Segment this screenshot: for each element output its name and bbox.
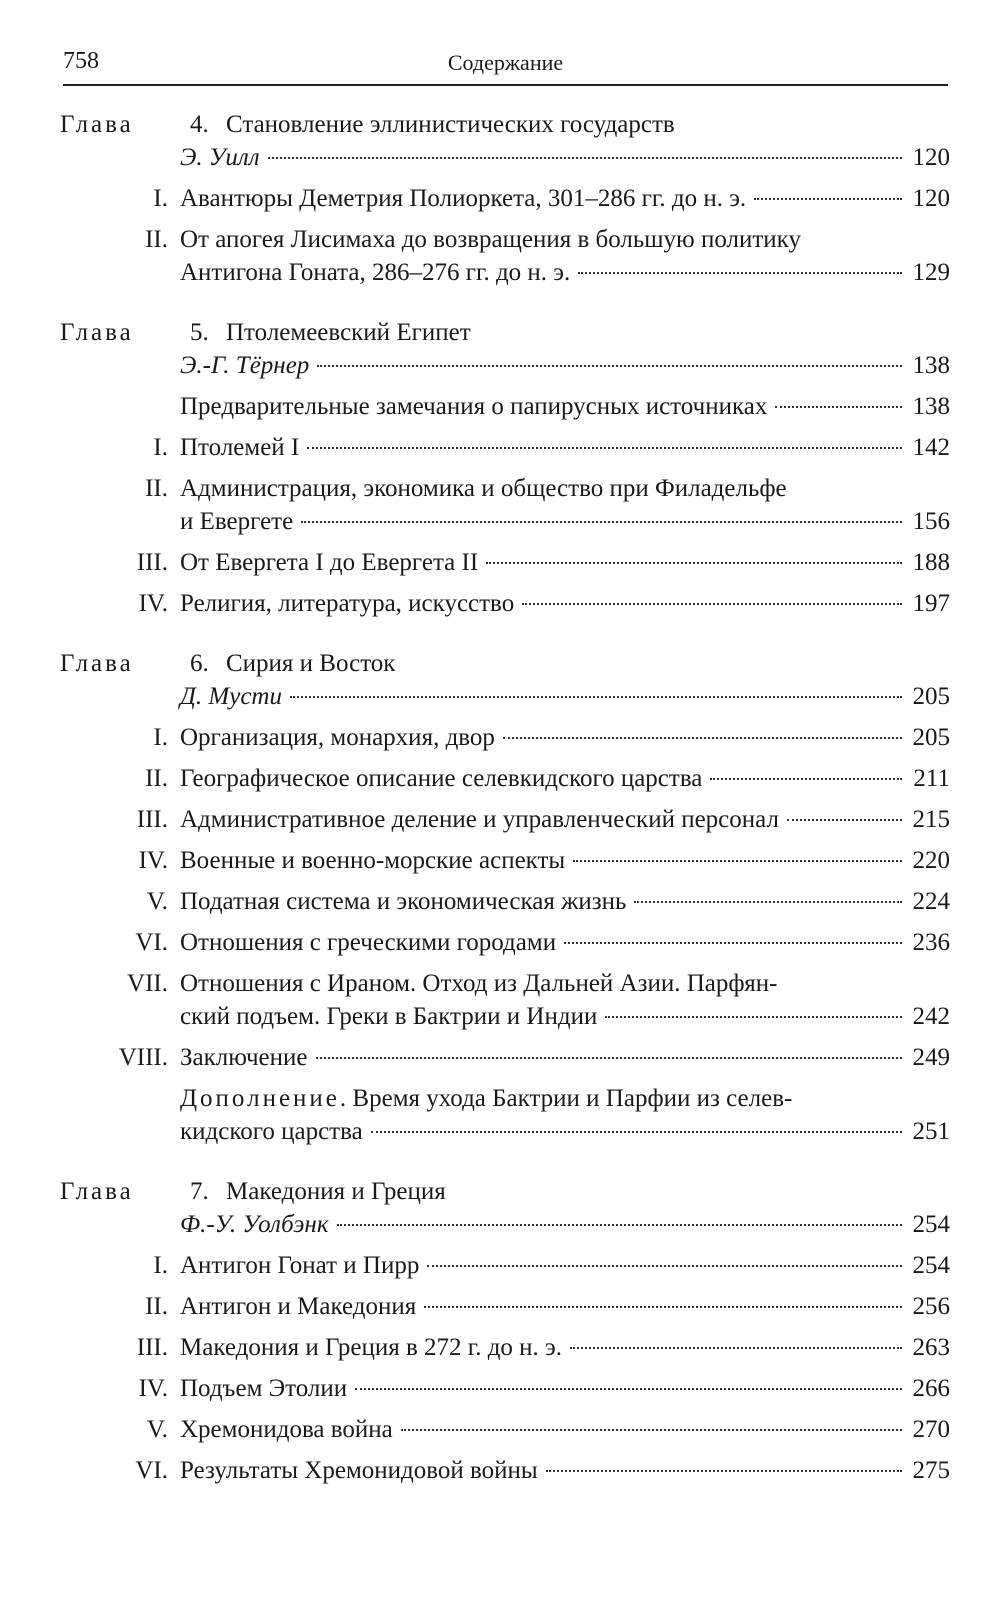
- entry-title: [180, 1290, 416, 1323]
- entry-title: [180, 762, 702, 795]
- chapter-author: Ф.-У. Уолбэнк: [180, 1211, 329, 1238]
- entry-line: [180, 844, 950, 877]
- entry-body: [180, 721, 950, 754]
- page-ref: 266: [912, 1375, 950, 1402]
- entry-line: [180, 1041, 950, 1074]
- entry-line: [180, 431, 950, 464]
- page-ref: 138: [912, 393, 950, 420]
- dot-leader: [317, 365, 902, 367]
- chapter-label: Глава: [60, 319, 134, 346]
- entry-line: [180, 926, 950, 959]
- entry-title: [180, 926, 556, 959]
- page-ref: 263: [912, 1334, 950, 1361]
- chapter-label: Глава: [60, 650, 134, 677]
- entry-title: [180, 182, 746, 215]
- entry-body: [180, 431, 950, 464]
- entry-line: [180, 1000, 950, 1033]
- page-ref: 129: [912, 259, 950, 286]
- toc-entry: [60, 1413, 950, 1446]
- entry-text: Военные и военно-морские аспекты: [180, 847, 566, 874]
- entry-numeral: I.: [153, 724, 168, 751]
- entry-text: Отношения с Ираном. Отход из Дальней Азии. Парфян-: [180, 970, 778, 997]
- entry-text: Заключение: [180, 1044, 308, 1071]
- entry-text: Религия, литература, искусство: [180, 590, 515, 617]
- dot-leader: [401, 1429, 902, 1431]
- entry-title: [180, 1331, 562, 1364]
- dot-leader: [316, 1057, 903, 1059]
- entry-title: [180, 1454, 538, 1487]
- entry-numeral: VIII.: [118, 1044, 168, 1071]
- entry-line: [180, 680, 950, 713]
- page-ref: 156: [912, 508, 950, 535]
- chapter-label: Глава: [60, 1178, 134, 1205]
- entry-text: От Евергета I до Евергета II: [180, 549, 479, 576]
- page-ref: 205: [912, 724, 950, 751]
- entry-body: [180, 223, 950, 289]
- entry-line: [180, 223, 950, 256]
- entry-numeral: VI.: [135, 929, 168, 956]
- chapter-author: Э. Уилл: [180, 144, 260, 171]
- entry-text: Авантюры Деметрия Полиоркета, 301–286 гг. до н. э.: [180, 185, 747, 212]
- page-ref: 249: [912, 1044, 950, 1071]
- entry-line: [180, 141, 950, 174]
- chapter-heading: [60, 108, 950, 141]
- page-ref: 138: [912, 352, 950, 379]
- entry-text: Хремонидова война: [180, 1416, 393, 1443]
- entry-body: [180, 844, 950, 877]
- toc-chapter: [60, 1175, 950, 1487]
- entry-body: [180, 967, 950, 1033]
- entry-body: [180, 1082, 950, 1148]
- toc-entry: [60, 182, 950, 215]
- page-ref: 275: [912, 1457, 950, 1484]
- entry-numeral: II.: [145, 765, 168, 792]
- entry-line: [180, 803, 950, 836]
- entry-title: [180, 1000, 597, 1033]
- entry-body: [180, 141, 950, 174]
- toc-chapter: [60, 647, 950, 1148]
- entry-title: [180, 505, 293, 538]
- entry-body: [180, 1413, 950, 1446]
- dot-leader: [787, 819, 902, 821]
- entry-text: Антигон Гонат и Пирр: [180, 1252, 420, 1279]
- entry-line: [180, 256, 950, 289]
- chapter-heading: [60, 316, 950, 349]
- entry-line: [180, 762, 950, 795]
- entry-numeral: IV.: [138, 590, 168, 617]
- toc-entry: [60, 587, 950, 620]
- entry-text: Отношения с греческими городами: [180, 929, 557, 956]
- entry-body: [180, 885, 950, 918]
- entry-text: Административное деление и управленческий персонал: [180, 806, 779, 833]
- chapter-heading: [60, 1175, 950, 1208]
- entry-line: [180, 390, 950, 423]
- entry-body: [180, 1208, 950, 1241]
- toc-entry: [60, 1082, 950, 1148]
- entry-title: [180, 472, 787, 505]
- entry-text: Подъем Этолии: [180, 1375, 348, 1402]
- entry-title: [180, 431, 299, 464]
- toc-entry: [60, 472, 950, 538]
- toc-entry: [60, 844, 950, 877]
- toc-entry: [60, 1249, 950, 1282]
- entry-body: [180, 680, 950, 713]
- entry-text: ский подъем. Греки в Бактрии и Индии: [180, 1003, 598, 1030]
- entry-text: От апогея Лисимаха до возвращения в большую политику: [180, 226, 801, 253]
- chapter-title: Птолемеевский Египет: [226, 319, 471, 346]
- chapter-author-row: [60, 141, 950, 174]
- entry-numeral: II.: [145, 1293, 168, 1320]
- page-ref: 270: [912, 1416, 950, 1443]
- entry-title: [180, 1041, 308, 1074]
- dot-leader: [337, 1224, 902, 1226]
- toc-entry: [60, 967, 950, 1033]
- entry-text: Результаты Хремонидовой войны: [180, 1457, 538, 1484]
- entry-line: [180, 967, 950, 1000]
- entry-body: [180, 1372, 950, 1405]
- entry-numeral: V.: [146, 1416, 168, 1443]
- page-header: [63, 44, 948, 86]
- entry-title: [180, 803, 779, 836]
- page-ref: 215: [912, 806, 950, 833]
- toc-chapter: [60, 108, 950, 289]
- entry-title: [180, 1082, 792, 1115]
- dot-leader: [307, 447, 902, 449]
- entry-prefix: Дополнение: [180, 1085, 340, 1112]
- page-ref: 188: [912, 549, 950, 576]
- entry-title: [180, 1115, 363, 1148]
- entry-body: [180, 1249, 950, 1282]
- entry-line: [180, 1249, 950, 1282]
- dot-leader: [578, 272, 902, 274]
- toc-entry: [60, 1290, 950, 1323]
- entry-numeral: V.: [146, 888, 168, 915]
- toc-entry: [60, 926, 950, 959]
- table-of-contents: [60, 108, 950, 1514]
- toc-entry: [60, 1454, 950, 1487]
- entry-title: [180, 967, 777, 1000]
- entry-body: [180, 1331, 950, 1364]
- entry-numeral: [60, 390, 180, 423]
- chapter-title: Сирия и Восток: [226, 650, 396, 677]
- chapter-author: Д. Мусти: [180, 683, 282, 710]
- dot-leader: [573, 860, 902, 862]
- toc-entry: [60, 762, 950, 795]
- entry-title: [180, 844, 565, 877]
- dot-leader: [710, 778, 902, 780]
- chapter-title: Македония и Греция: [226, 1178, 446, 1205]
- chapter-label: Глава: [60, 111, 134, 138]
- running-title: Содержание: [447, 50, 564, 75]
- page-number: 758: [63, 48, 99, 74]
- entry-text: Македония и Греция в 272 г. до н. э.: [180, 1334, 563, 1361]
- page-ref: 211: [913, 765, 950, 792]
- toc-entry: [60, 803, 950, 836]
- chapter-title: Становление эллинистических государств: [226, 111, 675, 138]
- dot-leader: [754, 198, 902, 200]
- entry-numeral: IV.: [138, 1375, 168, 1402]
- entry-title: [180, 1413, 393, 1446]
- chapter-number: 6.: [190, 650, 209, 677]
- page-ref: 242: [912, 1003, 950, 1030]
- dot-leader: [427, 1265, 902, 1267]
- entry-body: [180, 182, 950, 215]
- entry-body: [180, 472, 950, 538]
- toc-entry: [60, 1372, 950, 1405]
- page-ref: 120: [912, 144, 950, 171]
- entry-text: Антигон и Македония: [180, 1293, 417, 1320]
- entry-text: Податная система и экономическая жизнь: [180, 888, 627, 915]
- toc-entry: [60, 885, 950, 918]
- entry-numeral: VII.: [127, 970, 168, 997]
- page-ref: 220: [912, 847, 950, 874]
- dot-leader: [290, 696, 902, 698]
- entry-line: [180, 721, 950, 754]
- entry-title: [180, 223, 801, 256]
- chapter-author: Э.-Г. Тёрнер: [180, 352, 310, 379]
- dot-leader: [268, 157, 902, 159]
- entry-title: [180, 587, 514, 620]
- entry-text: и Евергете: [180, 508, 294, 535]
- entry-text: Антигона Гоната, 286–276 гг. до н. э.: [180, 259, 571, 286]
- entry-line: [180, 1413, 950, 1446]
- dot-leader: [424, 1306, 902, 1308]
- entry-numeral: II.: [145, 226, 168, 253]
- dot-leader: [503, 737, 902, 739]
- entry-numeral: II.: [145, 475, 168, 502]
- entry-text: Географическое описание селевкидского царства: [180, 765, 703, 792]
- entry-body: [180, 349, 950, 382]
- entry-title: [180, 1372, 347, 1405]
- dot-leader: [605, 1016, 902, 1018]
- dot-leader: [634, 901, 902, 903]
- entry-title: [180, 885, 626, 918]
- entry-line: [180, 1208, 950, 1241]
- chapter-number: 5.: [190, 319, 209, 346]
- dot-leader: [371, 1131, 902, 1133]
- chapter-number: 4.: [190, 111, 209, 138]
- page-ref: 236: [912, 929, 950, 956]
- entry-title: [180, 721, 495, 754]
- entry-body: [180, 1041, 950, 1074]
- page-ref: 256: [912, 1293, 950, 1320]
- page-ref: 254: [912, 1252, 950, 1279]
- entry-body: [180, 762, 950, 795]
- entry-body: [180, 803, 950, 836]
- dot-leader: [486, 562, 902, 564]
- entry-numeral: I.: [153, 1252, 168, 1279]
- entry-line: [180, 1115, 950, 1148]
- entry-text: Птолемей I: [180, 434, 300, 461]
- entry-body: [180, 1290, 950, 1323]
- page-ref: 205: [912, 683, 950, 710]
- entry-line: [180, 1290, 950, 1323]
- entry-numeral: III.: [136, 806, 168, 833]
- toc-chapter: [60, 316, 950, 620]
- toc-entry: [60, 721, 950, 754]
- entry-body: [180, 587, 950, 620]
- dot-leader: [355, 1388, 902, 1390]
- entry-numeral: III.: [136, 1334, 168, 1361]
- entry-body: [180, 1454, 950, 1487]
- entry-body: [180, 546, 950, 579]
- entry-line: [180, 1082, 950, 1115]
- dot-leader: [522, 603, 902, 605]
- dot-leader: [546, 1470, 902, 1472]
- entry-line: [180, 505, 950, 538]
- entry-text: Администрация, экономика и общество при Филадельфе: [180, 475, 787, 502]
- entry-numeral: IV.: [138, 847, 168, 874]
- entry-text: Предварительные замечания о папирусных источниках: [180, 393, 768, 420]
- entry-title: [180, 390, 767, 423]
- entry-body: [180, 926, 950, 959]
- page-ref: 120: [912, 185, 950, 212]
- page-ref: 254: [912, 1211, 950, 1238]
- toc-entry: [60, 1331, 950, 1364]
- entry-line: [180, 472, 950, 505]
- entry-line: [180, 587, 950, 620]
- entry-line: [180, 546, 950, 579]
- chapter-author-row: [60, 680, 950, 713]
- chapter-number: 7.: [190, 1178, 209, 1205]
- toc-entry: [60, 431, 950, 464]
- entry-numeral: [60, 1082, 180, 1148]
- entry-line: [180, 885, 950, 918]
- entry-numeral: [60, 1208, 180, 1241]
- toc-entry: [60, 546, 950, 579]
- entry-numeral: [60, 349, 180, 382]
- toc-entry: [60, 1041, 950, 1074]
- chapter-heading: [60, 647, 950, 680]
- entry-numeral: [60, 680, 180, 713]
- entry-numeral: I.: [153, 185, 168, 212]
- page-ref: 142: [912, 434, 950, 461]
- toc-entry: [60, 390, 950, 423]
- entry-numeral: III.: [136, 549, 168, 576]
- entry-line: [180, 1331, 950, 1364]
- entry-title: [180, 1249, 419, 1282]
- entry-numeral: [60, 141, 180, 174]
- dot-leader: [775, 406, 902, 408]
- page-ref: 224: [912, 888, 950, 915]
- chapter-author-row: [60, 1208, 950, 1241]
- entry-text: . Время ухода Бактрии и Парфии из селев-: [339, 1085, 793, 1112]
- entry-line: [180, 182, 950, 215]
- entry-title: [180, 546, 478, 579]
- toc-entry: [60, 223, 950, 289]
- dot-leader: [570, 1347, 902, 1349]
- entry-line: [180, 1372, 950, 1405]
- entry-text: Организация, монархия, двор: [180, 724, 495, 751]
- entry-line: [180, 1454, 950, 1487]
- entry-body: [180, 390, 950, 423]
- dot-leader: [301, 521, 902, 523]
- entry-line: [180, 349, 950, 382]
- entry-numeral: I.: [153, 434, 168, 461]
- page-ref: 197: [912, 590, 950, 617]
- dot-leader: [564, 942, 902, 944]
- page-ref: 251: [912, 1118, 950, 1145]
- entry-text: кидского царства: [180, 1118, 363, 1145]
- chapter-author-row: [60, 349, 950, 382]
- entry-title: [180, 256, 570, 289]
- entry-numeral: VI.: [135, 1457, 168, 1484]
